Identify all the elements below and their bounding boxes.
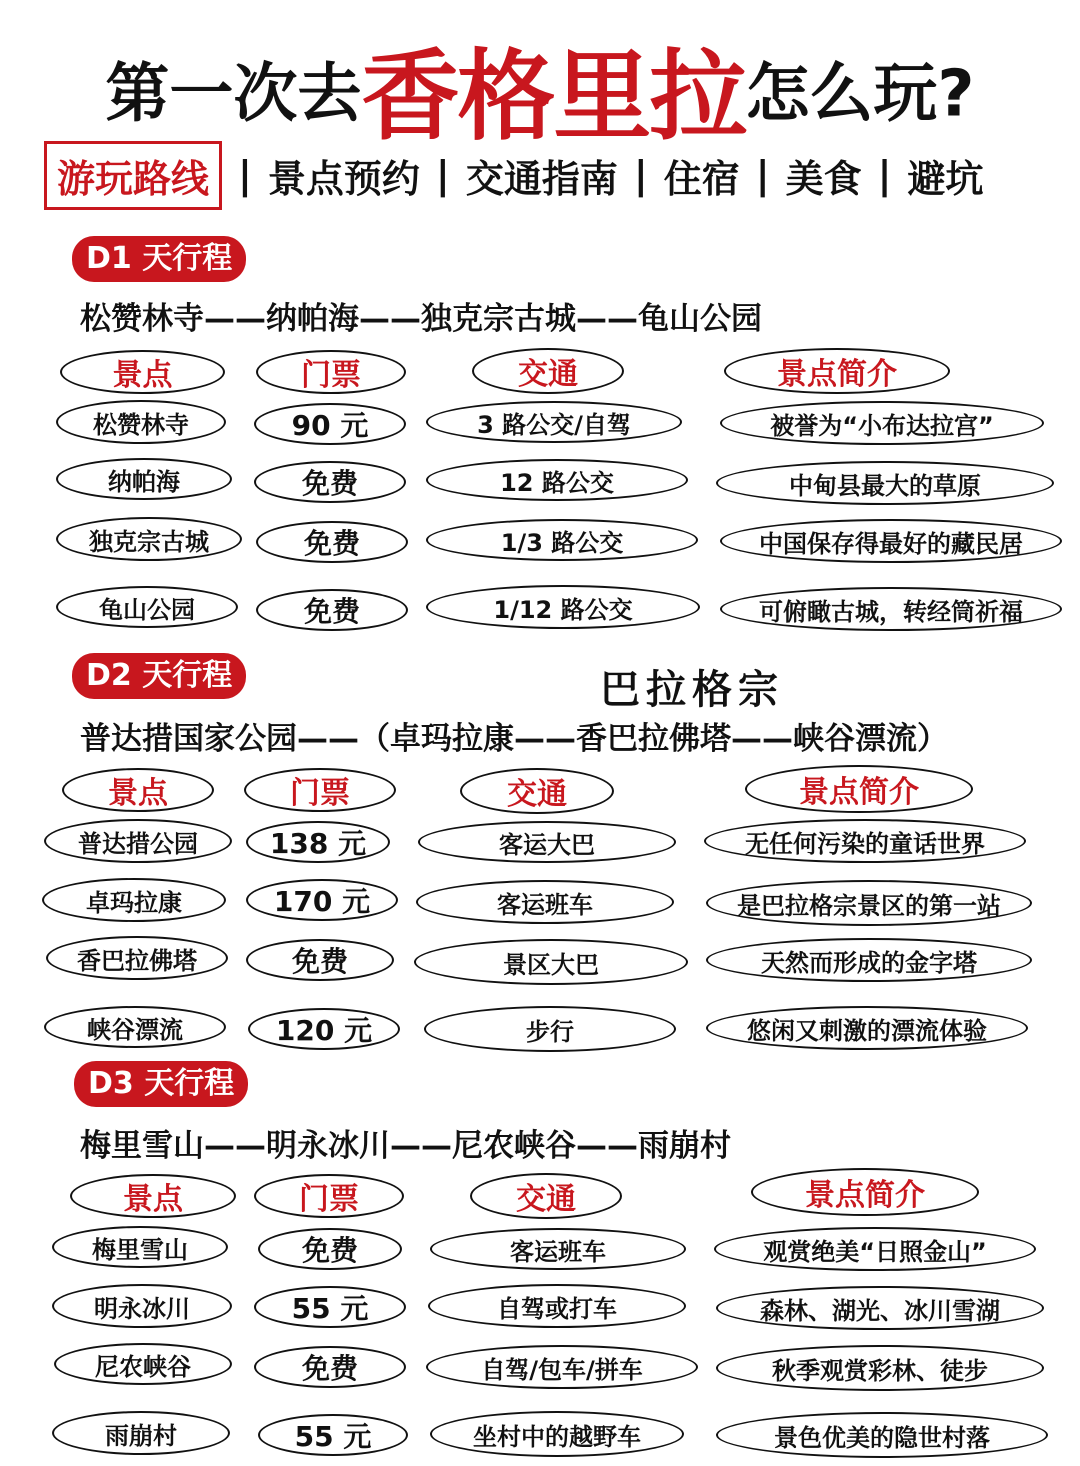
tab-pitfalls[interactable]: 避坑 [907,156,984,201]
transport-cell: 1/12 路公交 [426,585,700,629]
ticket-cell: 90 元 [254,403,406,445]
header-intro: 景点简介 [724,348,950,394]
header-ticket: 门票 [244,768,396,812]
intro-cell: 是巴拉格宗景区的第一站 [706,880,1032,926]
header-spot: 景点 [60,350,225,394]
day-route: 梅里雪山——明永冰川——尼农峡谷——雨崩村 [80,1128,731,1164]
transport-cell: 3 路公交/自驾 [426,401,682,443]
nav-separator: | [238,153,252,197]
ticket-cell: 免费 [246,939,394,981]
spot-cell: 普达措公园 [44,819,232,863]
intro-cell: 天然而形成的金字塔 [706,938,1032,982]
tab-transport[interactable]: 交通指南 [465,156,618,201]
transport-cell: 客运班车 [430,1228,686,1270]
intro-cell: 秋季观赏彩林、徒步 [716,1345,1044,1391]
spot-cell: 独克宗古城 [56,517,242,561]
spot-cell: 纳帕海 [56,458,232,500]
intro-cell: 观赏绝美“日照金山” [714,1227,1036,1271]
transport-cell: 自驾/包车/拼车 [426,1345,698,1389]
transport-cell: 自驾或打车 [428,1284,686,1328]
ticket-cell: 免费 [256,521,408,563]
intro-cell: 被誉为“小布达拉宫” [720,401,1044,445]
transport-cell: 1/3 路公交 [426,519,698,561]
ticket-cell: 170 元 [246,879,398,921]
intro-cell: 景色优美的隐世村落 [716,1412,1048,1458]
spot-cell: 龟山公园 [56,586,238,628]
header-spot: 景点 [62,768,214,812]
day-route: 松赞林寺——纳帕海——独克宗古城——龟山公园 [80,301,762,337]
day-badge: D2 天行程 [72,653,246,699]
intro-cell: 可俯瞰古城，转经筒祈福 [720,587,1062,631]
header-transport: 交通 [470,1173,622,1219]
day-badge: D3 天行程 [74,1061,248,1107]
header-intro: 景点简介 [745,765,973,813]
spot-cell: 松赞林寺 [56,400,226,444]
region-note: 巴拉格宗 [600,666,784,713]
intro-cell: 无任何污染的童话世界 [704,819,1026,863]
topic-nav [44,143,1054,207]
page-title [0,18,1080,159]
nav-separator: | [633,153,648,197]
ticket-cell: 55 元 [258,1414,408,1456]
ticket-cell: 138 元 [246,821,390,863]
tab-route[interactable]: 游玩路线 [44,141,222,210]
nav-separator: | [755,153,770,197]
day-badge: D1 天行程 [72,236,246,282]
title-suffix: 怎么玩? [745,57,975,132]
tab-booking[interactable]: 景点预约 [267,156,420,201]
ticket-cell: 免费 [254,1346,406,1388]
header-spot: 景点 [70,1174,236,1218]
tab-food[interactable]: 美食 [785,156,862,201]
ticket-cell: 120 元 [248,1008,400,1050]
intro-cell: 森林、湖光、冰川雪湖 [716,1286,1044,1330]
ticket-cell: 免费 [254,461,406,503]
intro-cell: 中国保存得最好的藏民居 [720,519,1062,563]
spot-cell: 香巴拉佛塔 [46,936,228,980]
header-transport: 交通 [472,348,624,394]
transport-cell: 步行 [424,1006,676,1052]
ticket-cell: 55 元 [254,1286,406,1328]
header-ticket: 门票 [256,350,406,394]
spot-cell: 卓玛拉康 [42,878,226,922]
header-ticket: 门票 [254,1174,404,1218]
transport-cell: 坐村中的越野车 [430,1411,684,1457]
intro-cell: 悠闲又刺激的漂流体验 [706,1006,1028,1050]
transport-cell: 客运班车 [416,880,674,924]
ticket-cell: 免费 [258,1228,402,1270]
header-transport: 交通 [460,768,614,814]
transport-cell: 12 路公交 [426,459,688,501]
title-highlight: 香格里拉 [361,40,746,154]
day-route: 普达措国家公园——（卓玛拉康——香巴拉佛塔——峡谷漂流） [80,721,948,757]
spot-cell: 雨崩村 [52,1411,230,1455]
intro-cell: 中甸县最大的草原 [716,461,1054,505]
spot-cell: 梅里雪山 [52,1226,228,1268]
nav-separator: | [877,153,892,197]
header-intro: 景点简介 [751,1168,979,1216]
ticket-cell: 免费 [256,589,408,631]
spot-cell: 明永冰川 [52,1284,232,1328]
spot-cell: 峡谷漂流 [44,1006,226,1048]
nav-separator: | [435,153,450,197]
spot-cell: 尼农峡谷 [54,1343,232,1385]
transport-cell: 景区大巴 [414,939,688,985]
title-prefix: 第一次去 [105,57,362,132]
transport-cell: 客运大巴 [418,821,676,863]
tab-lodging[interactable]: 住宿 [663,156,740,201]
